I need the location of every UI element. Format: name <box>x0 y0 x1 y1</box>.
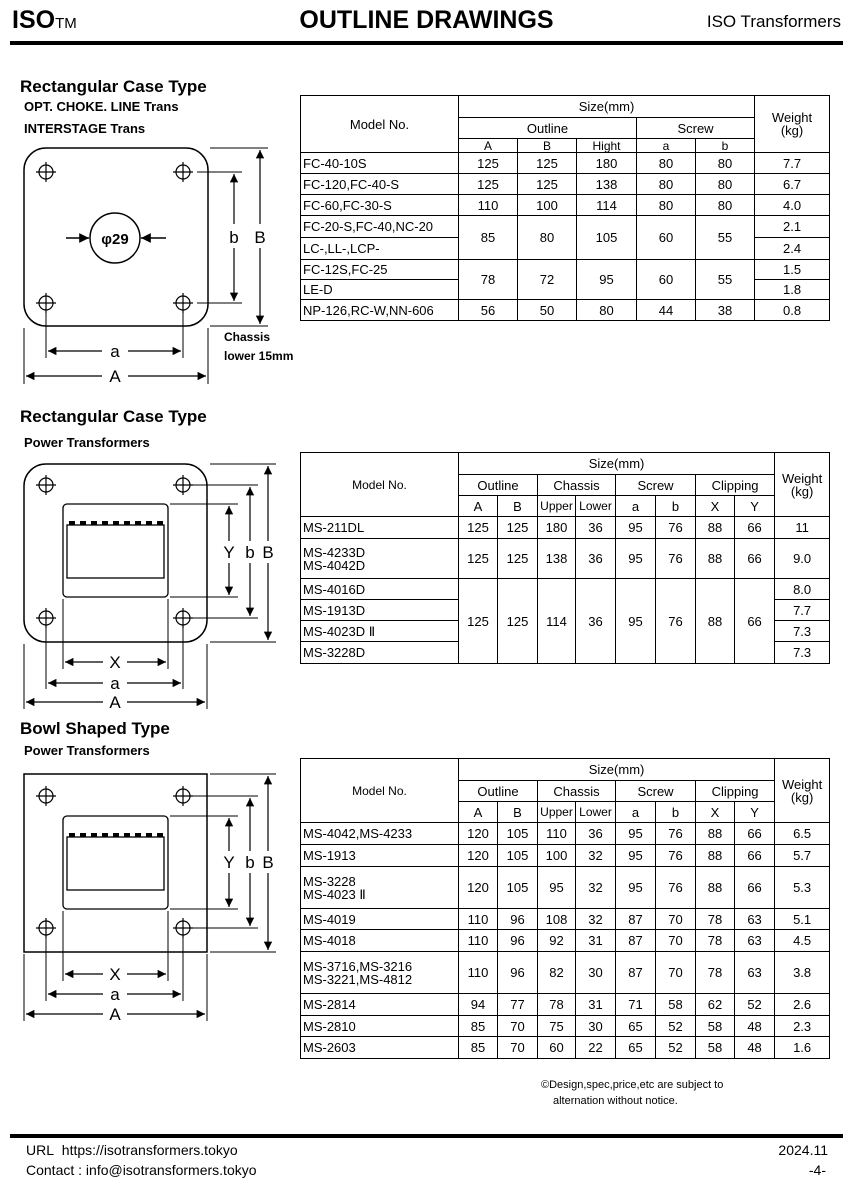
cell: 44 <box>637 300 696 321</box>
dim-X-label: X <box>109 653 121 672</box>
outline-header: Outline <box>459 781 538 802</box>
cell: 36 <box>576 539 616 579</box>
weight-label: Weight <box>781 776 823 792</box>
cell: 77 <box>498 994 538 1016</box>
header-company: ISO Transformers <box>706 12 841 31</box>
model-cell: NP-126,RC-W,NN-606 <box>301 300 459 321</box>
core-teeth <box>69 833 163 837</box>
cell: 108 <box>538 909 576 930</box>
cell: 76 <box>656 845 696 867</box>
notice-line2: alternation without notice. <box>553 1095 678 1107</box>
coil-outline <box>67 525 164 578</box>
cell: 55 <box>696 216 755 260</box>
cell: 66 <box>735 845 775 867</box>
mounting-holes <box>36 786 193 938</box>
model-cell: MS-3228D <box>301 642 459 664</box>
cell: 70 <box>498 1037 538 1059</box>
dim-b-label: b <box>245 853 255 872</box>
section2-table <box>300 452 830 664</box>
table-row <box>301 579 830 600</box>
cell: 92 <box>538 930 576 952</box>
cell: 94 <box>459 994 498 1016</box>
col-a: a <box>637 139 696 153</box>
section1-title: Rectangular Case Type <box>20 77 207 96</box>
cell: 105 <box>577 216 637 260</box>
cell: 58 <box>696 1016 735 1037</box>
brand-text: ISO <box>12 6 56 34</box>
col-lower: Lower <box>576 496 616 517</box>
cell: 60 <box>637 216 696 260</box>
url-label: URL <box>26 1142 55 1158</box>
cell: 88 <box>696 539 735 579</box>
cell: 52 <box>735 994 775 1016</box>
cell: 80 <box>637 153 696 174</box>
cell: 78 <box>696 930 735 952</box>
cell: 50 <box>518 300 577 321</box>
weight-cell: 7.3 <box>775 621 830 642</box>
page-number: -4- <box>808 1162 826 1178</box>
section1-subtitle1: OPT. CHOKE. LINE Trans <box>24 99 179 114</box>
cell: 80 <box>577 300 637 321</box>
coil-outline <box>67 837 164 890</box>
screw-header: Screw <box>616 781 696 802</box>
clipping-header: Clipping <box>696 781 775 802</box>
cell: 32 <box>576 909 616 930</box>
cell: 110 <box>459 195 518 216</box>
cell: 80 <box>637 195 696 216</box>
weight-cell: 6.7 <box>755 174 830 195</box>
model-cell: FC-120,FC-40-S <box>301 174 459 195</box>
header-rule <box>10 41 843 45</box>
cell: 105 <box>498 845 538 867</box>
cell: 95 <box>616 539 656 579</box>
url-link[interactable]: https://isotransformers.tokyo <box>61 1142 238 1158</box>
cell: 80 <box>696 195 755 216</box>
weight-cell: 5.3 <box>775 867 830 909</box>
page-title: OUTLINE DRAWINGS <box>299 6 554 34</box>
cell: 87 <box>616 909 656 930</box>
cell: 22 <box>576 1037 616 1059</box>
model-cell: MS-1913 <box>301 845 459 867</box>
col-Y: Y <box>735 496 775 517</box>
dim-a-label: a <box>110 342 120 361</box>
table-row <box>301 260 830 280</box>
cell: 95 <box>616 517 656 539</box>
dim-X-label: X <box>109 965 121 984</box>
cell: 96 <box>498 930 538 952</box>
dim-A-label: A <box>109 367 121 386</box>
model-cell: MS-211DL <box>301 517 459 539</box>
cell: 125 <box>459 153 518 174</box>
cell: 66 <box>735 867 775 909</box>
model-line: MS-4233D <box>303 544 366 560</box>
model-header: Model No. <box>301 96 459 153</box>
notice-line1: ©Design,spec,price,etc are subject to <box>541 1079 724 1091</box>
section1-drawing <box>0 140 310 390</box>
col-A: A <box>459 496 498 517</box>
cell: 48 <box>735 1016 775 1037</box>
weight-cell: 4.5 <box>775 930 830 952</box>
dim-b-label: b <box>245 543 255 562</box>
cell: 52 <box>656 1016 696 1037</box>
cell: 66 <box>735 539 775 579</box>
model-cell: LC-,LL-,LCP- <box>301 238 459 260</box>
model-line: MS-3716,MS-3216 <box>303 958 413 974</box>
section1-subtitle2: INTERSTAGE Trans <box>24 121 146 136</box>
weight-cell: 3.8 <box>775 952 830 994</box>
weight-cell: 5.7 <box>775 845 830 867</box>
model-cell: MS-4019 <box>301 909 459 930</box>
cell: 80 <box>518 216 577 260</box>
model-header: Model No. <box>301 453 459 517</box>
table-row <box>301 823 830 845</box>
weight-cell: 7.7 <box>775 600 830 621</box>
cell: 180 <box>577 153 637 174</box>
weight-cell: 2.4 <box>755 238 830 260</box>
cell: 120 <box>459 823 498 845</box>
outline-header: Outline <box>459 118 637 139</box>
footer-url <box>26 1142 238 1158</box>
outline-header: Outline <box>459 475 538 496</box>
cell: 52 <box>656 1037 696 1059</box>
mounting-holes <box>36 475 193 628</box>
cell: 78 <box>696 952 735 994</box>
cell: 55 <box>696 260 755 300</box>
weight-cell: 1.8 <box>755 280 830 300</box>
weight-header <box>775 453 830 517</box>
col-b: b <box>656 496 696 517</box>
model-line: MS-3228 <box>303 873 356 889</box>
cell: 56 <box>459 300 518 321</box>
dim-A-label: A <box>109 693 121 710</box>
cell: 76 <box>656 579 696 664</box>
brand-tm: TM <box>55 15 77 32</box>
cell: 48 <box>735 1037 775 1059</box>
model-line: MS-4042D <box>303 557 366 573</box>
weight-cell: 0.8 <box>755 300 830 321</box>
col-X: X <box>696 496 735 517</box>
cell: 125 <box>459 579 498 664</box>
cell: 125 <box>518 153 577 174</box>
cell: 180 <box>538 517 576 539</box>
section3-title: Bowl Shaped Type <box>20 719 170 738</box>
cell: 75 <box>538 1016 576 1037</box>
cell: 88 <box>696 823 735 845</box>
model-cell: MS-1913D <box>301 600 459 621</box>
cell: 125 <box>518 174 577 195</box>
cell: 58 <box>696 1037 735 1059</box>
cell: 88 <box>696 517 735 539</box>
weight-header <box>775 759 830 823</box>
weight-cell: 4.0 <box>755 195 830 216</box>
weight-unit: (kg) <box>790 789 814 805</box>
section1-table <box>300 95 830 321</box>
model-cell: FC-20-S,FC-40,NC-20 <box>301 216 459 238</box>
weight-cell: 1.6 <box>775 1037 830 1059</box>
table-row <box>301 216 830 238</box>
cell: 110 <box>459 930 498 952</box>
weight-cell: 2.1 <box>755 216 830 238</box>
screw-header: Screw <box>616 475 696 496</box>
model-cell: LE-D <box>301 280 459 300</box>
footer-rule <box>10 1134 843 1138</box>
dim-Y-label: Y <box>223 543 235 562</box>
section2-title: Rectangular Case Type <box>20 407 207 426</box>
weight-unit: (kg) <box>780 123 804 138</box>
table-row <box>301 1037 830 1059</box>
col-B: B <box>518 139 577 153</box>
model-cell: FC-60,FC-30-S <box>301 195 459 216</box>
cell: 70 <box>498 1016 538 1037</box>
weight-cell: 7.7 <box>755 153 830 174</box>
size-header: Size(mm) <box>459 96 755 118</box>
table-row <box>301 517 830 539</box>
cell: 80 <box>696 153 755 174</box>
cell: 65 <box>616 1016 656 1037</box>
cell: 66 <box>735 517 775 539</box>
footer-date: 2024.11 <box>778 1142 828 1158</box>
cell: 95 <box>616 845 656 867</box>
weight-cell: 2.3 <box>775 1016 830 1037</box>
model-cell: FC-40-10S <box>301 153 459 174</box>
cell: 63 <box>735 952 775 994</box>
cell: 63 <box>735 930 775 952</box>
cell: 31 <box>576 930 616 952</box>
weight-cell: 2.6 <box>775 994 830 1016</box>
model-line: MS-3221,MS-4812 <box>303 971 413 987</box>
cell: 36 <box>576 517 616 539</box>
cell: 76 <box>656 867 696 909</box>
col-a: a <box>616 802 656 823</box>
cell: 87 <box>616 930 656 952</box>
cell: 78 <box>459 260 518 300</box>
table-row <box>301 909 830 930</box>
cell: 32 <box>576 845 616 867</box>
table-row <box>301 174 830 195</box>
col-a: a <box>616 496 656 517</box>
table-row <box>301 867 830 909</box>
dim-a-label: a <box>110 674 120 693</box>
cell: 125 <box>459 174 518 195</box>
cell: 78 <box>696 909 735 930</box>
cell: 88 <box>696 867 735 909</box>
weight-label: Weight <box>781 470 823 486</box>
model-cell: MS-2810 <box>301 1016 459 1037</box>
cell: 85 <box>459 216 518 260</box>
model-cell <box>301 539 459 579</box>
table-row <box>301 539 830 579</box>
chassis-note2: lower 15mm <box>224 349 294 363</box>
cell: 105 <box>498 867 538 909</box>
model-cell: MS-2603 <box>301 1037 459 1059</box>
cell: 62 <box>696 994 735 1016</box>
col-height: Hight <box>577 139 637 153</box>
cell: 36 <box>576 823 616 845</box>
chassis-note1: Chassis <box>224 330 271 344</box>
weight-header <box>755 96 830 153</box>
table-row <box>301 300 830 321</box>
cell: 125 <box>498 517 538 539</box>
cell: 31 <box>576 994 616 1016</box>
col-A: A <box>459 802 498 823</box>
cell: 85 <box>459 1016 498 1037</box>
dim-A-label: A <box>109 1005 121 1024</box>
section3-drawing <box>0 765 290 1025</box>
cell: 95 <box>577 260 637 300</box>
cell: 72 <box>518 260 577 300</box>
footer-contact[interactable]: Contact : info@isotransformers.tokyo <box>26 1162 257 1178</box>
cell: 125 <box>459 517 498 539</box>
table-row <box>301 1016 830 1037</box>
cell: 138 <box>577 174 637 195</box>
cell: 76 <box>656 823 696 845</box>
cell: 32 <box>576 867 616 909</box>
weight-unit: (kg) <box>790 483 814 499</box>
cell: 30 <box>576 952 616 994</box>
weight-cell: 6.5 <box>775 823 830 845</box>
dim-B-label: B <box>262 543 274 562</box>
dim-Y-label: Y <box>223 853 235 872</box>
cell: 71 <box>616 994 656 1016</box>
cell: 63 <box>735 909 775 930</box>
dim-B-label: B <box>254 228 266 247</box>
cell: 58 <box>656 994 696 1016</box>
weight-cell: 7.3 <box>775 642 830 664</box>
col-A: A <box>459 139 518 153</box>
model-cell <box>301 867 459 909</box>
cell: 88 <box>696 845 735 867</box>
size-header: Size(mm) <box>459 453 775 475</box>
cell: 114 <box>538 579 576 664</box>
cell: 80 <box>637 174 696 195</box>
core-outline <box>63 816 168 909</box>
model-line: MS-4023 Ⅱ <box>303 886 366 902</box>
cell: 60 <box>538 1037 576 1059</box>
cell: 125 <box>498 539 538 579</box>
cell: 30 <box>576 1016 616 1037</box>
cell: 65 <box>616 1037 656 1059</box>
cell: 95 <box>616 579 656 664</box>
clipping-header: Clipping <box>696 475 775 496</box>
cell: 82 <box>538 952 576 994</box>
section3-table <box>300 758 830 1059</box>
chassis-header: Chassis <box>538 781 616 802</box>
col-lower: Lower <box>576 802 616 823</box>
model-cell: MS-4023D Ⅱ <box>301 621 459 642</box>
col-Y: Y <box>735 802 775 823</box>
cell: 100 <box>518 195 577 216</box>
dim-a-label: a <box>110 985 120 1004</box>
section2-subtitle: Power Transformers <box>24 435 150 450</box>
cell: 70 <box>656 909 696 930</box>
cell: 114 <box>577 195 637 216</box>
table-row <box>301 845 830 867</box>
table-row <box>301 952 830 994</box>
cell: 96 <box>498 952 538 994</box>
chassis-header: Chassis <box>538 475 616 496</box>
cell: 96 <box>498 909 538 930</box>
cell: 105 <box>498 823 538 845</box>
model-header: Model No. <box>301 759 459 823</box>
cell: 80 <box>696 174 755 195</box>
table-row <box>301 153 830 174</box>
model-cell: MS-4018 <box>301 930 459 952</box>
col-B: B <box>498 802 538 823</box>
model-cell: MS-2814 <box>301 994 459 1016</box>
cell: 60 <box>637 260 696 300</box>
model-cell <box>301 952 459 994</box>
cell: 88 <box>696 579 735 664</box>
cell: 87 <box>616 952 656 994</box>
cell: 70 <box>656 952 696 994</box>
dim-b-label: b <box>229 228 239 247</box>
col-b: b <box>656 802 696 823</box>
section2-drawing <box>0 455 290 710</box>
cell: 76 <box>656 517 696 539</box>
cell: 66 <box>735 579 775 664</box>
cell: 120 <box>459 845 498 867</box>
col-X: X <box>696 802 735 823</box>
cell: 78 <box>538 994 576 1016</box>
phi-label: φ29 <box>101 231 129 248</box>
cell: 36 <box>576 579 616 664</box>
cell: 95 <box>616 823 656 845</box>
weight-cell: 9.0 <box>775 539 830 579</box>
col-upper: Upper <box>538 802 576 823</box>
weight-label: Weight <box>771 110 813 125</box>
cell: 138 <box>538 539 576 579</box>
model-cell: MS-4042,MS-4233 <box>301 823 459 845</box>
model-cell: FC-12S,FC-25 <box>301 260 459 280</box>
cell: 85 <box>459 1037 498 1059</box>
core-outline <box>63 504 168 597</box>
cell: 110 <box>459 909 498 930</box>
table-row <box>301 994 830 1016</box>
weight-cell: 11 <box>775 517 830 539</box>
weight-cell: 5.1 <box>775 909 830 930</box>
cell: 100 <box>538 845 576 867</box>
cell: 110 <box>538 823 576 845</box>
cell: 70 <box>656 930 696 952</box>
dim-B-label: B <box>262 853 274 872</box>
cell: 125 <box>498 579 538 664</box>
table-row <box>301 930 830 952</box>
cell: 95 <box>616 867 656 909</box>
cell: 125 <box>459 539 498 579</box>
table-row <box>301 195 830 216</box>
weight-cell: 1.5 <box>755 260 830 280</box>
section3-subtitle: Power Transformers <box>24 743 150 758</box>
cell: 95 <box>538 867 576 909</box>
cell: 66 <box>735 823 775 845</box>
weight-cell: 8.0 <box>775 579 830 600</box>
col-upper: Upper <box>538 496 576 517</box>
core-teeth <box>69 521 163 525</box>
col-B: B <box>498 496 538 517</box>
col-b: b <box>696 139 755 153</box>
size-header: Size(mm) <box>459 759 775 781</box>
cell: 110 <box>459 952 498 994</box>
cell: 120 <box>459 867 498 909</box>
screw-header: Screw <box>637 118 755 139</box>
cell: 38 <box>696 300 755 321</box>
model-cell: MS-4016D <box>301 579 459 600</box>
cell: 76 <box>656 539 696 579</box>
